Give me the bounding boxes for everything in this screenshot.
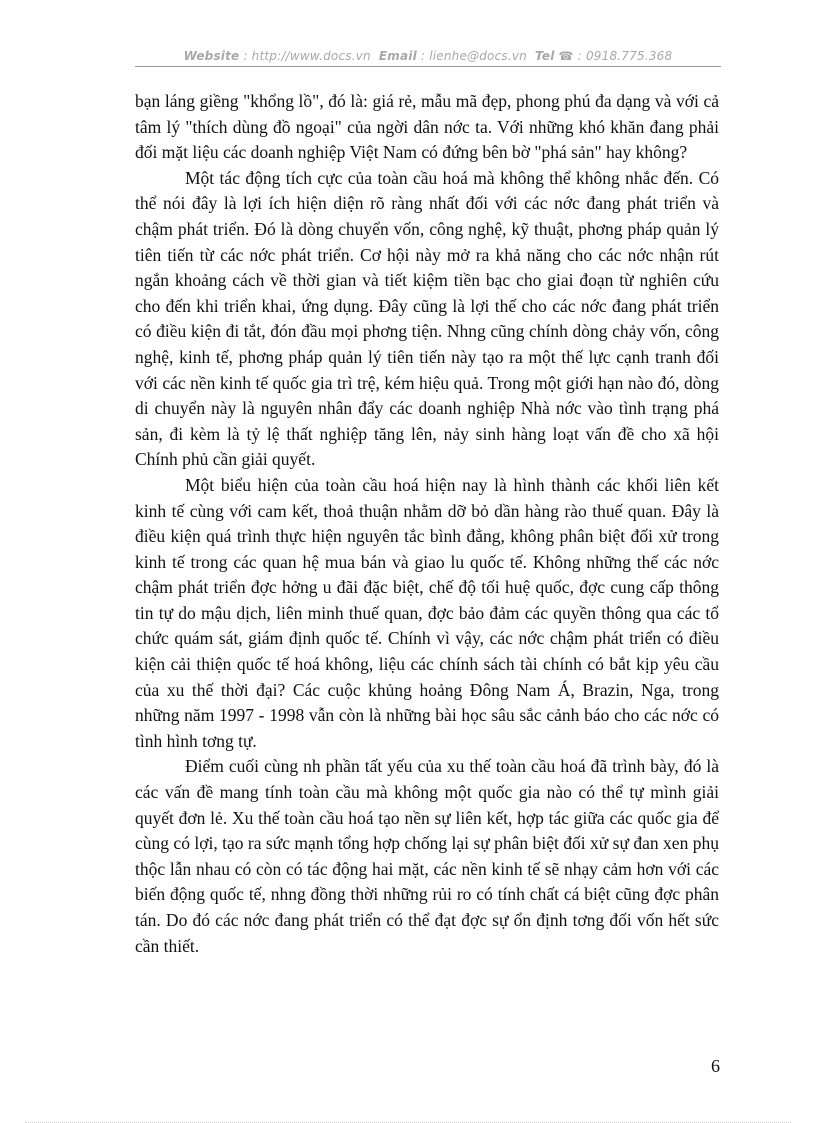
paragraph-1: bạn láng giềng "khổng lồ", đó là: giá rẻ, mẫu mã đẹp, phong phú đa dạng và với cả tâm lý "thích dùng đồ ngoại" của ngời dân nớc ta. Với những khó khăn đang phải đối mặt liệu các doanh nghiệp Việt Nam có đứng bên bờ "phá sản" hay không? (135, 91, 719, 163)
page-number: 6 (711, 1056, 720, 1076)
page-header (135, 46, 721, 67)
website-value: : http://www.docs.vn (243, 49, 371, 63)
paragraph-3: Một biểu hiện của toàn cầu hoá hiện nay là hình thành các khối liên kết kinh tế cùng với cam kết, thoả thuận nhằm dỡ bỏ dần hàng rào thuế quan. Đây là điều kiện quá trình thực hiện nguyên tắc bình đẳng, không phân biệt đối xử trong kinh tế trong các quan hệ mua bán và giao lu quốc tế. Không những thế các nớc chậm phát triển đợc hởng u đãi đặc biệt, chế độ tối huệ quốc, đợc cung cấp thông tin tự do mậu dịch, liên minh thuế quan, đợc bảo đảm các quyền thông qua các tổ chức quám sát, giám định quốc tế. Chính vì vậy, các nớc chậm phát triển có điều kiện cải thiện quốc tế hoá không, liệu các chính sách tài chính có bắt kịp yêu cầu của xu thế thời đại? Các cuộc khủng hoảng Đông Nam Á, Brazin, Nga, trong những năm 1997 - 1998 vẫn còn là những bài học sâu sắc cảnh báo cho các nớc có tình hình tơng tự. (135, 474, 719, 751)
document-body (135, 89, 719, 959)
paragraph-2: Một tác động tích cực của toàn cầu hoá mà không thể không nhắc đến. Có thể nói đây là lợi ích hiện diện rõ ràng nhất đối với các nớc đang phát triển và chậm phát triển. Đó là dòng chuyển vốn, công nghệ, kỹ thuật, phơng pháp quản lý tiên tiến từ các nớc phát triển. Cơ hội này mở ra khả năng cho các nớc nhận rút ngắn khoảng cách về thời gian và tiết kiệm tiền bạc cho giai đoạn từ nghiên cứu cho đến khi triển khai, ứng dụng. Đây cũng là lợi thế cho các nớc đang phát triển có điều kiện đi tắt, đón đầu mọi phơng tiện. Nhng cũng chính dòng chảy vốn, công nghệ, kinh tế, phơng pháp quản lý tiên tiến này tạo ra một thế lực cạnh tranh đối với các nền kinh tế quốc gia trì trệ, kém hiệu quả. Trong một giới hạn nào đó, dòng di chuyển này là nguyên nhân đẩy các doanh nghiệp Nhà nớc vào tình trạng phá sản, đi kèm là tỷ lệ thất nghiệp tăng lên, nảy sinh hàng loạt vấn đề cho xã hội Chính phủ cần giải quyết. (135, 167, 719, 470)
website-label: Website (183, 49, 240, 63)
tel-label: Tel (535, 49, 555, 63)
tel-value: ☎ : 0918.775.368 (558, 49, 673, 63)
email-value: : lienhe@docs.vn (420, 49, 527, 63)
email-label: Email (378, 49, 417, 63)
paragraph-4: Điểm cuối cùng nh phần tất yếu của xu thế toàn cầu hoá đã trình bày, đó là các vấn đề mang tính toàn cầu mà không một quốc gia nào có thể tự mình giải quyết đơn lẻ. Xu thế toàn cầu hoá tạo nền sự liên kết, hợp tác giữa các quốc gia để cùng có lợi, tạo ra sức mạnh tổng hợp chống lại sự phân biệt đối xử sự đan xen phụ thộc lẫn nhau có còn có tác động hai mặt, các nền kinh tế sẽ nhạy cảm hơn với các biến động quốc tế, nhng đồng thời những rủi ro có tính chất cá biệt cũng đợc phân tán. Do đó các nớc đang phát triển có thể đạt đợc sự ổn định tơng đối vốn hết sức cần thiết. (135, 756, 719, 956)
